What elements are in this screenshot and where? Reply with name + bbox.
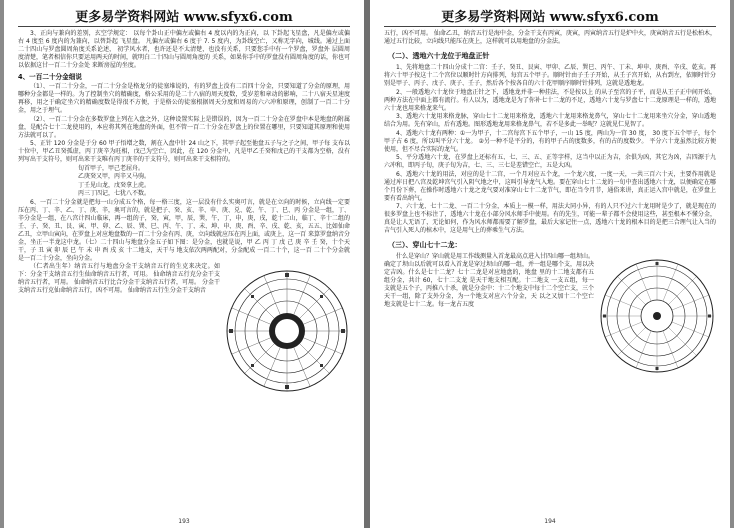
paragraph: 3、透地六十龙用来格龙脉，穿山七十二龙用来格龙，透地六十龙用来格龙鼻气，穿山七十二龙用来坐穴分金，穿山透地结合为用。先有穿山，后有透地。图形透地龙用来格龙鼻气，若不是多此一举呢？这就见仁见智了。	[384, 113, 716, 128]
page-header: 更多易学资料网站 www.sfyx6.com	[441, 10, 659, 25]
verse-line: 旬首甲子，甲己老屈舟。	[78, 164, 145, 172]
paragraph: 五行，凶不可用。 仙命乙丑，纳音五行是海中金，分金干支有丙寅，庚寅，丙寅纳音五行是炉中火，庚寅纳音五行是松柏木，通过五行比较，立向线只能压在庚上，这样就可以用地盘的分金法。	[384, 30, 716, 45]
right-page-body	[384, 30, 716, 514]
paragraph: 3、正向与兼向的差别，玄空学规定： 以每个卦山正中偏左或偏右 4 度以内的为正向，以 下卦起飞星盘，凡是偏左或偏右 4 度至 6 度内的为兼向，以替卦起 飞星盘。 凡偏左或偏右 6 度于 7. 5 度内，为卦线空亡，又称无字向，城线。通过上面二十四山与罗盘圆周角度关系论述， 初学风水者，也许还是不太清楚，也没有关系，只要您手中有一个罗盘，罗盘外 层圆周度清楚，笔者相信你只要运用两天的时间，就明白二十四山与圆周角度的 关系，如果你手中的罗盘没有圆周角度的话，你也可以依据这甘一百二十分金处 来断房屋的坐度。	[18, 30, 350, 69]
paragraph: 7、六十龙、七十二龙、一百二十分金，本质上一模一样，用法大同小异，有的人只不过六十龙用时是少了，就是现在的很多罗盘上也不标注了，透地六十龙在小部分风水师手中使用。有的先生，可能一辈子都不会使用这些，甚至根本不懂分金，真是让人无语了，无论如何，作为风水师都需要了解罗盘，最后大家记住一点，透地六十龙的根本目的是把三合理气让入当的吉气引入死人的棺木中，这是用气上的葬乘生气方法。	[384, 203, 716, 234]
paragraph: 2、一般透地六十龙位于地盘正针之下，透地龙并非一种挂法，不是按以上 的从子至宫的子平，而是从王子正中间开始，两种方法在中面上都有流行。有人以为，透地龙是为了你补七十二龙的不足，透地六十龙与罗盘七十二龙原理是一样的，透地六十龙也用来格龙来气。	[384, 88, 716, 112]
paragraph: （2）、一百二十分金在多数罗盘上列在入盘之外，这种设置实际上是错误的，因为一百二十分金在罗盘中本是地盘的附属盘，是配合七十二龙使用的，本应将其列在地盘的外面，但不管一百二十分金在罗盘上的位置在哪里，只要知道其原理和使用方法就可以了。	[18, 115, 350, 139]
left-page-body	[18, 30, 350, 514]
header-rule	[384, 26, 716, 27]
page-number: 193	[178, 518, 190, 525]
page-header: 更多易学资料网站 www.sfyx6.com	[75, 10, 293, 25]
paragraph: 5、正针 120 分金是于分 60 甲子悟增之数，割在入盘中针 24 山之下，其甲子起至他盘五子与之子之间，甲子每 支布以十位中，甲乙丑癸孤虚，丙丁庚辛为旺相，戊己为空亡，因此，在 120 分金中，凡是甲乙壬癸和戊己的干支都为空格，没有列写出干支符号，则可出来干支唯有丙丁庚辛的干支符号，则可出来干支相符的。	[18, 140, 350, 163]
verse-line: 丙三丁四记，七犹八不数。	[78, 190, 151, 197]
paragraph: （1）、一百二十分金，一百二十分金是格龙分的徒塞堆说的，有的罗盘上没有二百四十分金，只要知道了分金的原理，用哪种分金都是一样的。为了控制坐穴的精确度，格公采用的是二十八宿的周天度数，受岁差和章动的影响，二十八宿天星速度再移，用之于确定坐穴的精确度数是得很不方便，于是格公的徒塞根据周天分度和周易的六六冲和原理，创制了一百二十分金，用之于埋气。	[18, 83, 350, 114]
compass-diagram	[224, 265, 350, 397]
paragraph: 5、平分透地六十龙，在罗盘上还标有五、七、三、五、正等字样，这当中以正为吉，余俱为凶，其它为凶，吉四源于九六冲和，即丙子旬，庚子旬为吉，七、三、三七是差错空亡，五是大凶。	[384, 154, 716, 169]
page-number: 194	[544, 518, 556, 525]
paragraph: 1、先将地盘二十四山分成十二宫：壬子、癸丑、艮寅、甲卯、乙辰、巽巳、丙午、丁未、坤申、庚酉、辛戌、乾亥。再将六十甲子按这十二个宫位以顺时针方向排列，每宫五个甲子。顺时针由子壬子开始，从壬子宫开始，从右到左，依顺时针分别是甲子、丙子、戊子、庚子、壬子，然后各个按各自的六十花甲顺序顺时针排列，这就是透地龙。	[384, 64, 716, 87]
compass-diagram	[598, 255, 716, 377]
header-rule	[18, 26, 350, 27]
verse-line: 乙庚癸又甲，丙辛又马驹。	[78, 173, 151, 180]
section-title: （三）、穿山七十二龙：	[388, 241, 462, 249]
paragraph: 6、透地六十龙的用法，对应的是十二宫，一个月对应五个龙，一个龙六度，一度一天，一共三百六十天，主要作用就是通过库日把八宫及乾坤宫气引入阴气地之中，这叫引导龙气入地。要在穿山七十二龙的一旬中查出透地六十龙，以便确定在哪个月份下葬，在操作时透地六十龙之龙气要对准穿山七十二龙节气，即在当令月节，通俗来讲，真正运入宫中就是，在罗盘上要有看出纳气。	[384, 170, 716, 202]
paragraph: 4、透地六十龙有两种：①一为甲子，十二宫每宫下五个甲子，一山 15 度，两山为一宫 30 度， 30 度下五个甲子，每个甲子占 6 度，所以叫平分六十龙。 ②另一种不是平分的，有的甲子占的度数多，有的占的度数少。 平分六十龙虽然比较方便使用，但不尽合实际的龙气。	[384, 129, 716, 153]
paragraph: 6、一百二十分金就是把每一山分成五个格，每一格三度，这一层没有什么实奥可言，就是在立向的时候，立向线一定要压在丙、丁、辛、乙、丁、庚、辛，奥可言的，就是把子、癸、亥、辛、申、庚、兑、乾、午、丁、巳、丙 分金是一组，丁、辛分金是一组，在八宫计四山临床，再一组的子，癸，寅，甲，辰，巽，午，丁，申，庚，戌，乾十二山，临丁、辛十二组的壬、子、癸、丑、艮、寅、甲、卯、乙、辰、巽、巳、丙、午、丁、未、坤、申、庚、酉、辛、戌、乾、亥，五五、比如仙命乙丑，立甲山寅向，在罗盘上对应地盘数的一百二十分金有丙、庚，立向线就应压在丙上面，或庚上，这一百 来算罗盘纳音分金，坐正一半龙这中龙。（七）二十四山与地盘分金五子如下图：是分金，也就是说，甲 乙 丙 丁 戊 己 庚 辛 壬 癸，十个天干，子 丑 寅 卯 辰 巳 午 未 申 酉 戌 亥 十二地支，天干与 地支依次两两配对，分金配成 一百二十个，这一百 二十个分金就是一百二十分金，坐向分金。	[18, 198, 350, 262]
right-page	[370, 0, 730, 528]
verse-line: 丁壬见山龙，戊癸拿上虎。	[78, 181, 151, 189]
paragraph: 什么是穿山？穿山就是用工作线测量入首龙最高点进入甘四山哪一组坝山。 确定了坝山以后就可以看入首龙是穿过坝山的哪一组，并一组是哪个支，用以决定吉凶。什么是七十二龙？七十二龙是对应地盘的，地盘 里的十二地支都有五组分金，共计 60，七十二支龙 是天干地支相互配。十二地支 一支五组，每一支就是五个子，丙推八十杀，就是分金中：十二个地支中每十二个空亡支，三个天干一组，除了支外分金，为一个地支对应六个分金，天 以之又加十二个空亡地支就是七十二龙。每一龙占五度	[384, 253, 595, 308]
paragraph: （仁者出生年）纳音五行与地盘分金干支纳音五行的生克来决定。如下：分金干支纳音五行生仙命纳音五行者，可用。 仙命纳音五行克分金干支纳音五行者，可用。 仙命纳音五行比合分金干支纳音五行者，可用。 分金干支纳音五行克仙命纳音五行，凶不可用。 仙命纳音五行生分金干支纳音	[18, 263, 220, 294]
section-title: （二）、透地六十龙位于地盘正针	[388, 52, 490, 60]
section-heading: 4、一百二十分金细说	[18, 73, 82, 81]
left-page	[4, 0, 364, 528]
